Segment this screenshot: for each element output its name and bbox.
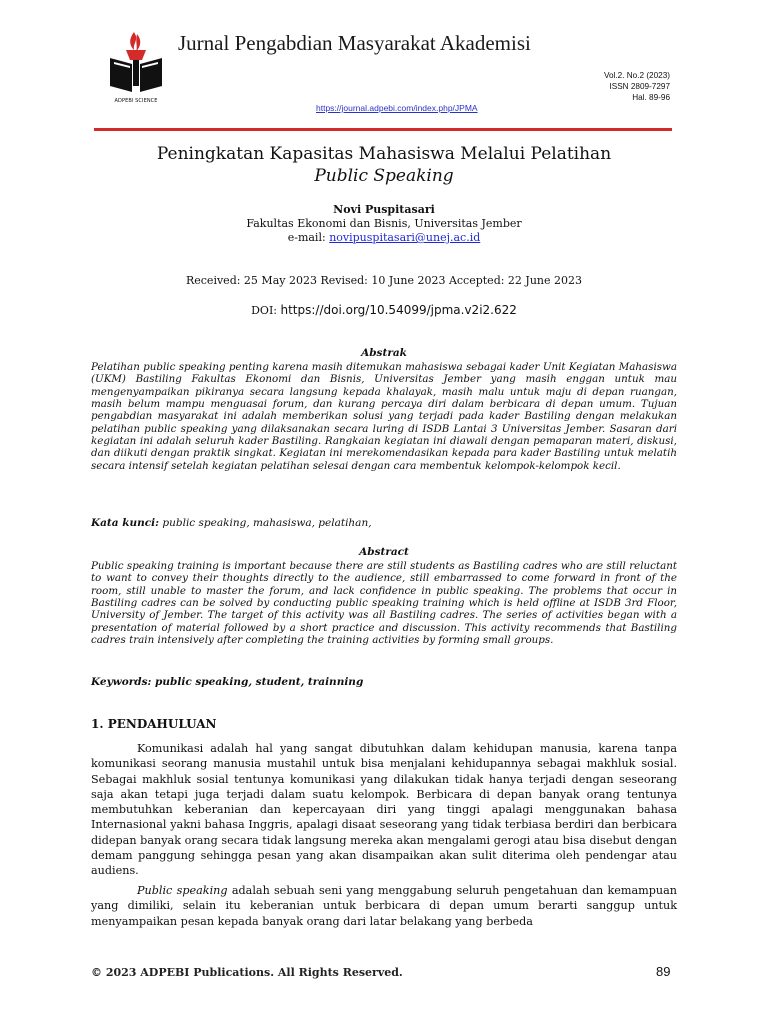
- kata-kunci: [91, 517, 372, 529]
- email-label: e-mail:: [287, 231, 326, 244]
- journal-title: Jurnal Pengabdian Masyarakat Akademisi: [178, 31, 531, 55]
- kata-kunci-label: Kata kunci:: [91, 517, 160, 529]
- doi-line: [0, 303, 768, 317]
- paragraph-2-text: adalah sebuah seni yang menggabung seluruh pengetahuan dan kemampuan yang dimiliki, selain itu keberanian untuk berbicara di depan umum berarti sanggup untuk menyampaikan pesan kepada banyak orang dari latar belakang yang berbeda: [91, 884, 678, 928]
- paragraph-2-italic: Public speaking: [137, 884, 228, 897]
- doi-label: DOI:: [251, 304, 277, 317]
- logo-caption: ADPEBI SCIENCE: [114, 98, 158, 104]
- author-block: [0, 203, 768, 245]
- author-email-line: [0, 231, 768, 245]
- body-paragraph-1: [91, 741, 677, 879]
- abstract-heading: Abstract: [359, 546, 409, 558]
- journal-url-link[interactable]: https://journal.adpebi.com/index.php/JPMA: [316, 103, 478, 113]
- abstract-text: Public speaking training is important because there are still students as Bastiling cadres who are still reluctant to want to convey their thoughts directly to the audience, still embarrassed to come forward in front of the room, still unable to master the forum, and lack confidence in public speaking. The problems that occur in Bastiling cadres can be solved by conducting public speaking training which is held offline at ISDB 3rd Floor, University of Jember. The target of this activity was all Bastiling cadres. The series of activities began with a presentation of material followed by a short practice and discussion. This activity recommends that Bastiling cadres train intensively after completing the training activities by forming small groups.: [91, 560, 677, 647]
- copyright-footer: © 2023 ADPEBI Publications. All Rights Reserved.: [91, 966, 403, 979]
- abstrak-text: Pelatihan public speaking penting karena masih ditemukan mahasiswa sebagai kader Unit Kegiatan Mahasiswa (UKM) Bastiling Fakultas Ekonomi dan Bisnis, Universitas Jember yang masih enggan untuk mau mengenyampaikan pikiranya secara langsung kepada khalayak, masih malu untuk maju di depan ruangan, masih belum mampu menguasai forum, dan kurang percaya diri dalam berbicara di depan umum. Tujuan pengabdian masyarakat ini adalah memberikan solusi yang terjadi pada kader Bastiling dengan melakukan pelatihan public speaking yang dilaksanakan secara luring di ISDB Lantai 3 Universitas Jember. Sasaran dari kegiatan ini adalah seluruh kader Bastiling. Rangkaian kegiatan ini diawali dengan pemaparan materi, diskusi, dan diikuti dengan praktik singkat. Kegiatan ini merekomendasikan kepada para kader Bastiling untuk melatih secara intensif setelah kegiatan pelatihan selesai dengan cara membentuk kelompok-kelompok kecil.: [91, 361, 677, 472]
- article-title: [0, 143, 768, 187]
- journal-logo: [104, 28, 168, 110]
- paragraph-1-text: Komunikasi adalah hal yang sangat dibutuhkan dalam kehidupan manusia, karena tanpa komunikasi seorang manusia mustahil untuk bisa menjalani kehidupannya sebagai makhluk sosial. Sebagai makhluk sosial tentunya komunikasi yang dilakukan tidak hanya terjadi dengan seseorang saja akan tetapi juga terjadi dalam suatu kelompok. Berbicara di depan banyak orang tentunya membutuhkan keberanian dan kepercayaan diri yang tinggi apalagi menggunakan bahasa Internasional yakni bahasa Inggris, apalagi disaat seseorang yang tidak terbiasa berdiri dan berbicara didepan banyak orang secara tidak langsung mereka akan mengalami gerogi atau bisa disebut dengan demam panggung sehingga pesan yang akan disampaikan akan sulit diterima oleh pendengar atau audiens.: [91, 742, 677, 878]
- volume-number: Vol.2. No.2 (2023): [604, 71, 670, 80]
- doi-link[interactable]: https://doi.org/10.54099/jpma.v2i2.622: [280, 303, 517, 317]
- volume-info: [604, 70, 670, 103]
- kata-kunci-values: public speaking, mahasiswa, pelatihan,: [162, 517, 372, 529]
- title-line-2: Public Speaking: [314, 166, 454, 186]
- page-range: Hal. 89-96: [632, 93, 670, 102]
- abstrak-heading: Abstrak: [361, 347, 407, 359]
- author-affiliation: Fakultas Ekonomi dan Bisnis, Universitas Jember: [246, 217, 522, 230]
- author-name: Novi Puspitasari: [333, 203, 435, 216]
- torch-book-logo-icon: [104, 28, 168, 98]
- author-email-link[interactable]: novipuspitasari@unej.ac.id: [329, 231, 481, 244]
- page-number: 89: [656, 964, 671, 979]
- issn: ISSN 2809-7297: [609, 82, 670, 91]
- title-line-1: Peningkatan Kapasitas Mahasiswa Melalui Pelatihan: [156, 144, 612, 164]
- header-divider: [94, 128, 672, 131]
- keywords: Keywords: public speaking, student, trainning: [91, 676, 364, 688]
- body-paragraph-2: [91, 883, 677, 929]
- submission-dates: Received: 25 May 2023 Revised: 10 June 2023 Accepted: 22 June 2023: [185, 274, 583, 287]
- section-heading: 1. PENDAHULUAN: [91, 717, 217, 731]
